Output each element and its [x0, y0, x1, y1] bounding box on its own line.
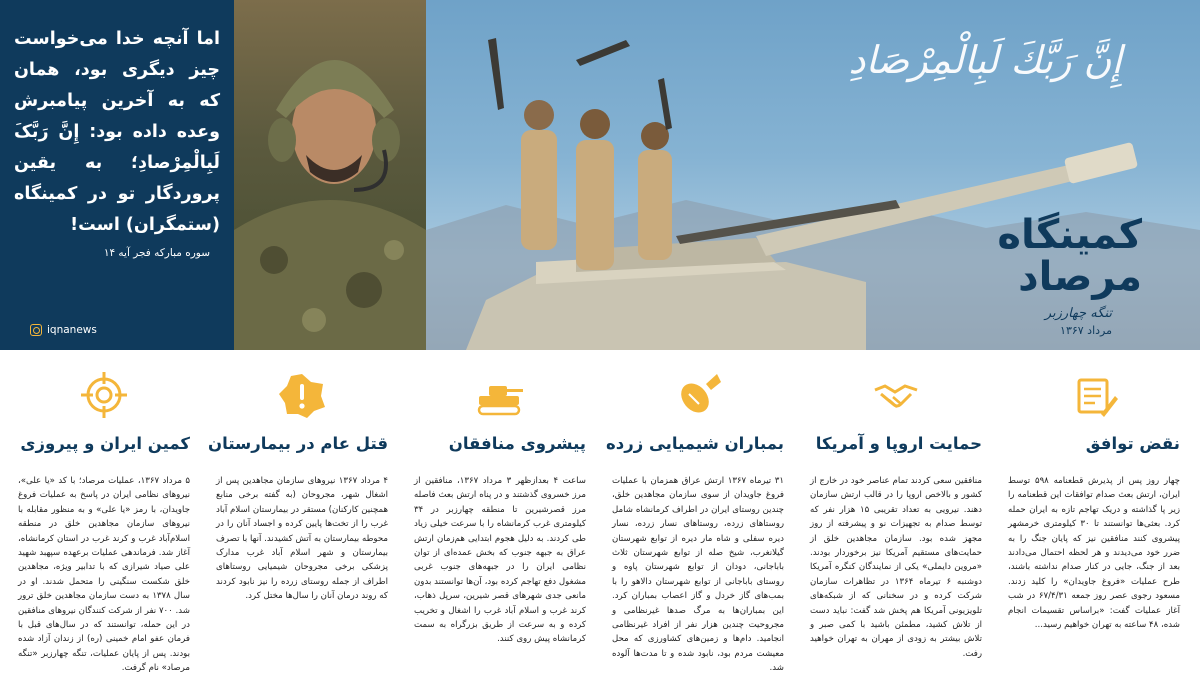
column-hospital-massacre — [208, 350, 396, 679]
tank-icon — [475, 370, 525, 420]
handshake-icon — [871, 370, 921, 420]
bomb-icon — [673, 370, 723, 420]
column-body: چهار روز پس از پذیرش قطعنامه ۵۹۸ توسط ایران، ارتش بعث صدام توافقات این قطعنامه را زیر پا گذاشته و دریک تهاجم تازه به ایران حمله کرد. بعثی‌ها توانستند تا ۳۰ کیلومتری خرمشهر پیشروی کنند منافقین نیز که پایان جنگ را به ضرر خود می‌دیدند و هر لحظه احتمال می‌دادند بعد از جنگ، جایی در کنار صدام نداشته باشند، طرح عملیات «فروغ جاویدان» را کلید زدند. مسعود رجوی عصر روز جمعه ۶۷/۴/۳۱ در شب آغاز عملیات گفت: «براساس تقسیمات انجام شده، ۴۸ ساعته به تهران خواهیم رسید... — [1008, 476, 1180, 631]
soldiers-on-tank-photo — [426, 0, 1200, 350]
title-line-2: مرصاد — [1018, 254, 1142, 300]
column-title: حمایت اروپا و آمریکا — [815, 434, 982, 453]
column-chemical-bombing — [604, 350, 792, 679]
column-title: بمباران شیمیایی زرده — [606, 434, 784, 453]
quran-verse-calligraphy: إِنَّ رَبَّكَ لَبِالْمِرْصَادِ — [848, 38, 1122, 82]
quote-text: اما آنچه خدا می‌خواست چیز دیگری بود، همان که به آخرین پیامبرش وعده داده بود: إِنَّ رَبَّکَ لَبِالْمِرْصادِ؛ به یقین پروردگار تو در کمینگاه (ستمگران) است! — [14, 29, 220, 235]
quote-panel — [0, 0, 234, 350]
title-line-1: کمینگاه — [997, 212, 1142, 258]
column-title: پیشروی منافقان — [448, 434, 586, 453]
handle-text: iqnanews — [47, 324, 97, 336]
column-title: قتل عام در بیمارستان — [208, 434, 388, 453]
commander-illustration — [234, 0, 426, 350]
instagram-icon — [30, 324, 42, 336]
column-iran-ambush-victory — [10, 350, 198, 679]
column-hypocrites-advance — [406, 350, 594, 679]
column-treaty-violation — [1000, 350, 1188, 679]
column-body: منافقین سعی کردند تمام عناصر خود در خارج از کشور و بالاخص اروپا را در قالب ارتش سازمان دهند. نیرویی به تعداد تقریبی ۱۵ هزار نفر که توسط صدام به تجهیزات نو و پیشرفته از روز مجهز شده بود. سازمان مجاهدین خلق از حمایت‌های مستقیم آمریکا نیز برخوردار بودند. «مروین دایملی» یکی از نمایندگان کنگره آمریکا دوشنبه ۶ تیرماه ۱۳۶۴ در تظاهرات سازمان شرکت کرده و در سخنانی که از شبکه‌های تلویزیونی آمریکا هم پخش شد گفت: نباید دست از تلاش کشید، مطمئن باشید با کمی صبر و تلاش بیشتر به زودی از مهران به تهران خواهید رفت. — [810, 476, 983, 659]
commander-portrait-photo — [234, 0, 426, 350]
column-body: ۴ مرداد ۱۳۶۷ نیروهای سازمان مجاهدین پس از اشغال شهر، مجروحان (به گفته برخی منابع همچنین کارکنان) مستقر در بیمارستان اسلام آباد غرب را از تخت‌ها پایین کرده و اجساد آنان را در محوطه بیمارستان به آتش کشیدند. آنها با تصرف بیمارستان و شهر اسلام آباد غرب مدارک پزشکی برخی مجروحان شیمیایی روستاهای اطراف از جمله روستای زرده را نیز نابود کردند که روند درمان آنان را سال‌ها مختل کرد. — [216, 476, 388, 602]
crosshair-target-icon — [79, 370, 129, 420]
warning-icon — [277, 370, 327, 420]
column-body: ۳۱ تیرماه ۱۳۶۷ ارتش عراق همزمان با عملیات فروغ جاویدان از سوی سازمان مجاهدین خلق، چندین روستای ایران در اطراف کرمانشاه شامل روستاهای زرده، روستاهای نسار زرده، نسار دیره سفلی و شاه مار دیره از توابع شهرستان گیلانغرب، شیخ صله از توابع شهرستان ثلاث باباجانی، دودان از توابع شهرستان پاوه و روستای باباجانی از توابع شهرستان دالاهو را با بمب‌های گاز خردل و گاز اعصاب بمباران کرد. این بمباران‌ها به مرگ صدها غیرنظامی و مجروحیت چندین هزار نفر از افراد غیرنظامی انجامید. دام‌ها و زمین‌های کشاورزی که محل معیشت مردم بود، نابود شده و تا مدت‌ها آلوده شد. — [612, 476, 784, 674]
event-date: مرداد ۱۳۶۷ — [1060, 324, 1112, 337]
document-quill-icon — [1069, 370, 1119, 420]
column-body: ۵ مرداد ۱۳۶۷، عملیات مرصاد؛ با کد «یا علی»، نیروهای نظامی ایران در پاسخ به عملیات فروغ جاویدان، با رمز «یا علی» و به منظور مقابله با نیروهای سازمان مجاهدین خلق در منطقه اسلام‌آباد غرب و کرند غرب در استان کرمانشاه، آغاز شد. فرماندهی عملیات برعهده سپهبد شهید علی صیاد شیرازی که با تدابیر ویژه، مجاهدین خلق شکست سنگینی را متحمل شدند. او در سال ۱۳۷۸ به دست سازمان مجاهدین خلق ترور شد. ۷۰۰ نفر از شرکت کنندگان نیروهای منافقین در این حمله، توانستند که در سال‌های قبل با فرمان عفو امام خمینی (ره) از زندان آزاد شده بودند. پس از پایان عملیات، تنگه چهارزبر «تنگه مرصاد» نام گرفت. — [18, 476, 190, 674]
column-west-support — [802, 350, 990, 679]
timeline-columns — [0, 350, 1200, 679]
instagram-handle[interactable] — [30, 324, 97, 336]
column-title: نقض توافق — [1085, 434, 1180, 453]
location-subtitle: تنگه چهارزبر — [1044, 306, 1112, 321]
column-title: کمین ایران و پیروزی — [20, 434, 190, 453]
page-title — [997, 214, 1142, 298]
column-body: ساعت ۴ بعدازظهر ۳ مرداد ۱۳۶۷، منافقین از مرز خسروی گذشتند و در پناه ارتش بعث فاصله مرز قصرشیرین تا منطقه چهارزبر در ۳۴ کیلومتری غرب کرمانشاه را با سرعت خیلی زیاد طی کردند. به دلیل هجوم ابتدایی هم‌زمان ارتش عراق به جبهه جنوب که بخش عمده‌ای از توان نظامی ایران را در جبهه‌های جنوب غربی مشغول دفع تهاجم کرده بود، آن‌ها توانستند بدون مانعی جدی شهرهای قصر شیرین، سرپل ذهاب، کرند غرب و اسلام آباد غرب را اشغال و تخریب کرده و به سرعت از طریق بزرگراه به سمت کرمانشاه پیش روی کنند. — [414, 476, 586, 645]
quote-source: سوره مبارکه فجر آیه ۱۴ — [103, 247, 210, 259]
